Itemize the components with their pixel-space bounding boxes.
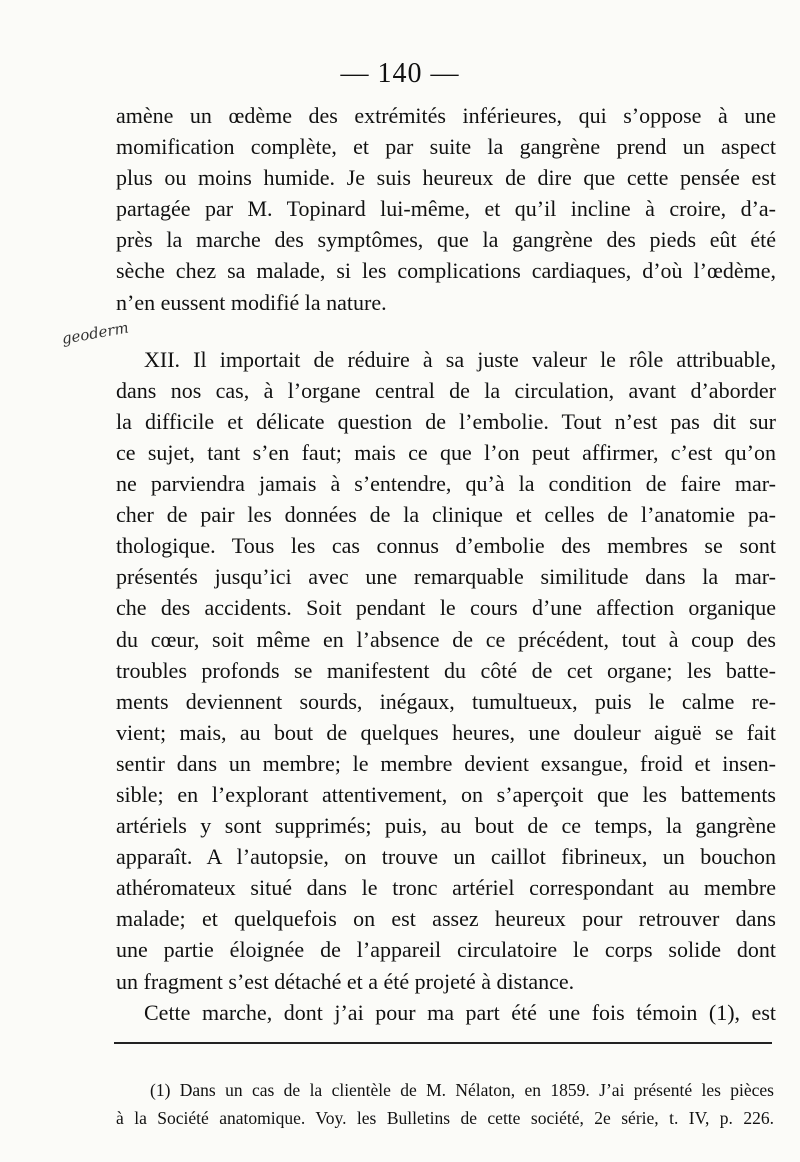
text-line: malade; et quelquefois on est assez heureux pour retrouver dans bbox=[116, 906, 776, 932]
text-line: cher de pair les données de la clinique et celles de l’anatomie pa- bbox=[116, 502, 776, 528]
text-line: du cœur, soit même en l’absence de ce précédent, tout à coup des bbox=[116, 626, 776, 652]
text-line: artériels y sont supprimés; puis, au bout de ce temps, la gangrène bbox=[116, 813, 776, 839]
text-line: ne parviendra jamais à s’entendre, qu’à la condition de faire mar- bbox=[116, 471, 776, 497]
text-line: partagée par M. Topinard lui-même, et qu’il incline à croire, d’a- bbox=[116, 196, 776, 222]
footnote-line: (1) Dans un cas de la clientèle de M. Nélaton, en 1859. J’ai présenté les pièces bbox=[150, 1080, 774, 1100]
text-line: près la marche des symptômes, que la gangrène des pieds eût été bbox=[116, 227, 776, 253]
text-line: vient; mais, au bout de quelques heures, une douleur aiguë se fait bbox=[116, 719, 776, 745]
footnotes bbox=[116, 1076, 774, 1132]
text-line: troubles profonds se manifestent du côté de cet organe; les batte- bbox=[116, 657, 776, 683]
text-line: la difficile et délicate question de l’embolie. Tout n’est pas dit sur bbox=[116, 408, 776, 434]
text-line: ce sujet, tant s’en faut; mais ce que l’on peut affirmer, c’est qu’on bbox=[116, 439, 776, 465]
page-number: — 140 — bbox=[340, 58, 460, 89]
text-line: amène un œdème des extrémités inférieures, qui s’oppose à une bbox=[116, 103, 776, 128]
text-line: sentir dans un membre; le membre devient exsangue, froid et insen- bbox=[116, 750, 776, 776]
handwritten-margin-note: geoderm bbox=[60, 318, 130, 348]
text-line: athéromateux situé dans le tronc artériel correspondant au membre bbox=[116, 875, 776, 901]
text-line: XII. Il importait de réduire à sa juste valeur le rôle attribuable, bbox=[144, 346, 776, 372]
body-text bbox=[116, 100, 776, 1028]
text-line: apparaît. A l’autopsie, on trouve un caillot fibrineux, un bouchon bbox=[116, 844, 776, 870]
text-line: ments deviennent sourds, inégaux, tumultueux, puis le calme re- bbox=[116, 688, 776, 714]
text-line: une partie éloignée de l’appareil circulatoire le corps solide dont bbox=[116, 937, 776, 963]
text-line: Cette marche, dont j’ai pour ma part été une fois témoin (1), est bbox=[144, 999, 776, 1025]
text-line: présentés jusqu’ici avec une remarquable similitude dans la mar- bbox=[116, 564, 776, 590]
text-line: plus ou moins humide. Je suis heureux de dire que cette pensée est bbox=[116, 165, 776, 191]
text-line: n’en eussent modifié la nature. bbox=[116, 289, 387, 315]
text-line: thologique. Tous les cas connus d’embolie des membres se sont bbox=[116, 533, 776, 559]
text-line: dans nos cas, à l’organe central de la circulation, avant d’aborder bbox=[116, 377, 776, 403]
text-line: momification complète, et par suite la gangrène prend un aspect bbox=[116, 134, 776, 160]
footnote-divider bbox=[114, 1042, 772, 1044]
text-line: sible; en l’explorant attentivement, on s’aperçoit que les battements bbox=[116, 781, 776, 807]
paragraph-gap bbox=[116, 318, 776, 344]
footnote-line: à la Société anatomique. Voy. les Bulletins de cette société, 2e série, t. IV, p. 226. bbox=[116, 1108, 774, 1128]
text-line: sèche chez sa malade, si les complications cardiaques, d’où l’œdème, bbox=[116, 258, 776, 284]
text-line: un fragment s’est détaché et a été projeté à distance. bbox=[116, 968, 575, 994]
text-line: che des accidents. Soit pendant le cours d’une affection organique bbox=[116, 595, 776, 621]
